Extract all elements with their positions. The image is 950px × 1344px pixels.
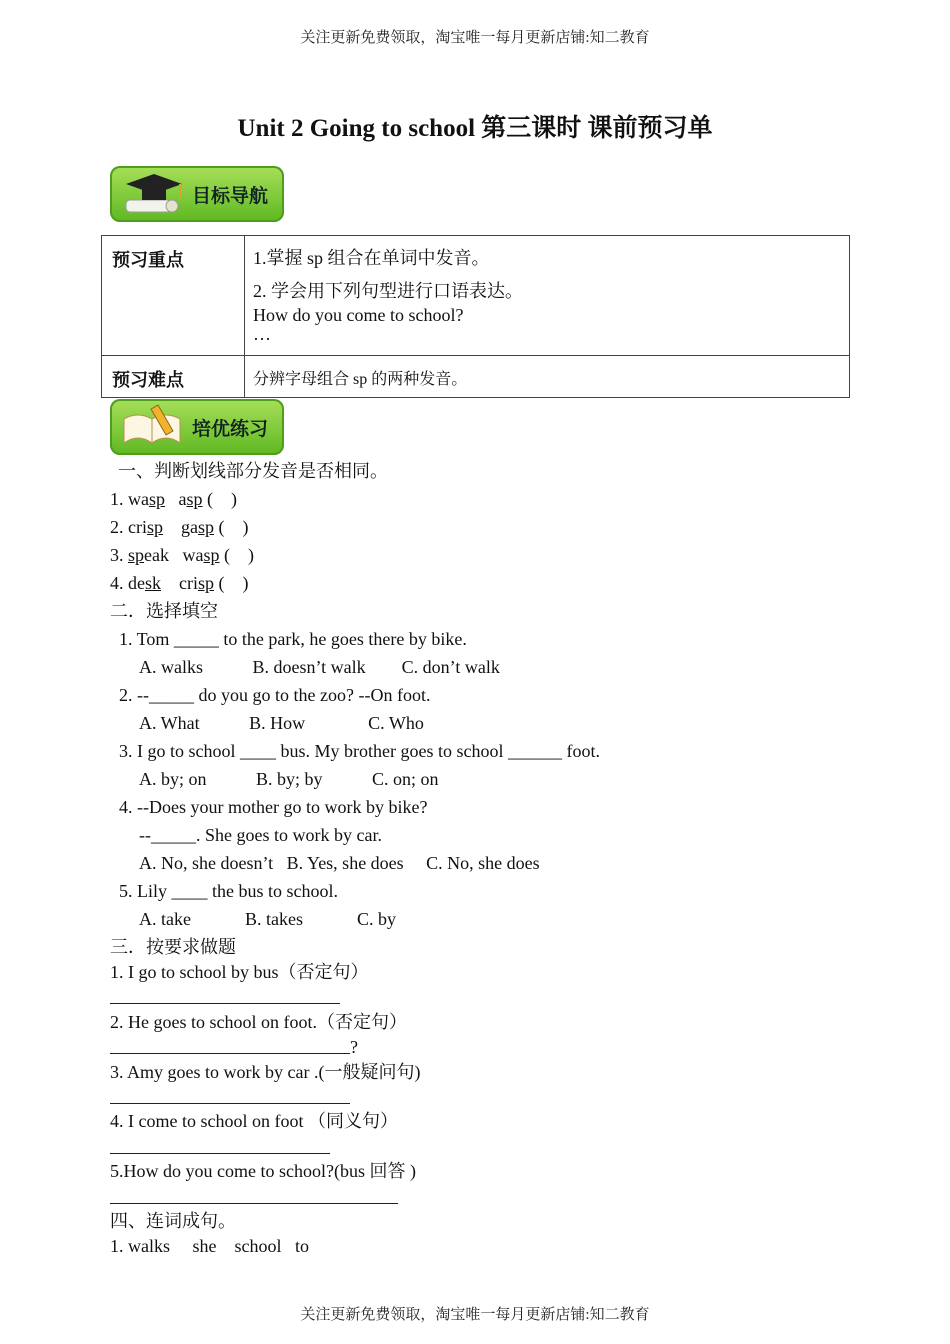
answer-line[interactable] [110,1003,340,1004]
section1-title: 一、判断划线部分发音是否相同。 [118,461,388,481]
question-line: 3. Amy goes to work by car .(一般疑问句) [110,1062,421,1082]
key-item: 2. 学会用下列句型进行口语表达。 [253,281,523,301]
answer-line[interactable] [110,1103,350,1104]
header-note: 关注更新免费领取，淘宝唯一每月更新店铺:知二教育 [300,30,650,46]
section2-title: 二．选择填空 [110,601,218,621]
section4-title: 四、连词成句。 [110,1211,236,1231]
options-line: A. walks B. doesn’t walk C. don’t walk [139,657,500,677]
options-line: A. take B. takes C. by [139,909,396,929]
practice-badge-label: 培优练习 [192,418,269,440]
goal-badge-label: 目标导航 [192,185,269,207]
question-line: 5. Lily ____ the bus to school. [119,881,338,901]
question-line: --_____. She goes to work by car. [139,825,382,845]
options-line: A. by; on B. by; by C. on; on [139,769,439,789]
key-item: How do you come to school? [253,305,464,325]
question-line: 1. I go to school by bus（否定句） [110,962,369,982]
question-line: 3. I go to school ____ bus. My brother goes to school ______ foot. [119,741,600,761]
options-line: A. What B. How C. Who [139,713,424,733]
answer-line[interactable] [110,1153,330,1154]
question-line: 4. --Does your mother go to work by bike? [119,797,428,817]
difficulty-text: 分辨字母组合 sp 的两种发音。 [245,356,850,398]
key-label: 预习重点 [102,236,245,356]
list-item: 2. crisp gasp ( ) [110,517,249,537]
list-item: 3. speak wasp ( ) [110,545,255,565]
question-mark: ? [350,1037,358,1057]
answer-line[interactable] [110,1203,398,1204]
question-line: 1. walks she school to [110,1236,309,1256]
page-title: Unit 2 Going to school 第三课时 课前预习单 [237,115,713,142]
practice-badge [110,399,284,455]
book-pencil-icon [118,403,188,453]
question-line: 1. Tom _____ to the park, he goes there by bike. [119,629,467,649]
footer-note: 关注更新免费领取，淘宝唯一每月更新店铺:知二教育 [300,1307,650,1323]
key-item: … [253,324,271,344]
difficulty-label: 预习难点 [102,356,245,398]
key-item: 1.掌握 sp 组合在单词中发音。 [253,248,490,268]
answer-line[interactable] [110,1053,350,1054]
goal-badge [110,166,284,222]
key-content [245,236,850,356]
question-line: 2. He goes to school on foot.（否定句） [110,1012,407,1032]
question-line: 5.How do you come to school?(bus 回答 ) [110,1161,416,1181]
options-line: A. No, she doesn’t B. Yes, she does C. No, she does [139,853,540,873]
list-item: 4. desk crisp ( ) [110,573,249,593]
question-line: 2. --_____ do you go to the zoo? --On foot. [119,685,431,705]
section3-title: 三．按要求做题 [110,937,236,957]
graduation-cap-icon [118,170,188,220]
list-item: 1. wasp asp ( ) [110,489,238,509]
question-line: 4. I come to school on foot （同义句） [110,1111,398,1131]
goals-table [101,235,850,398]
